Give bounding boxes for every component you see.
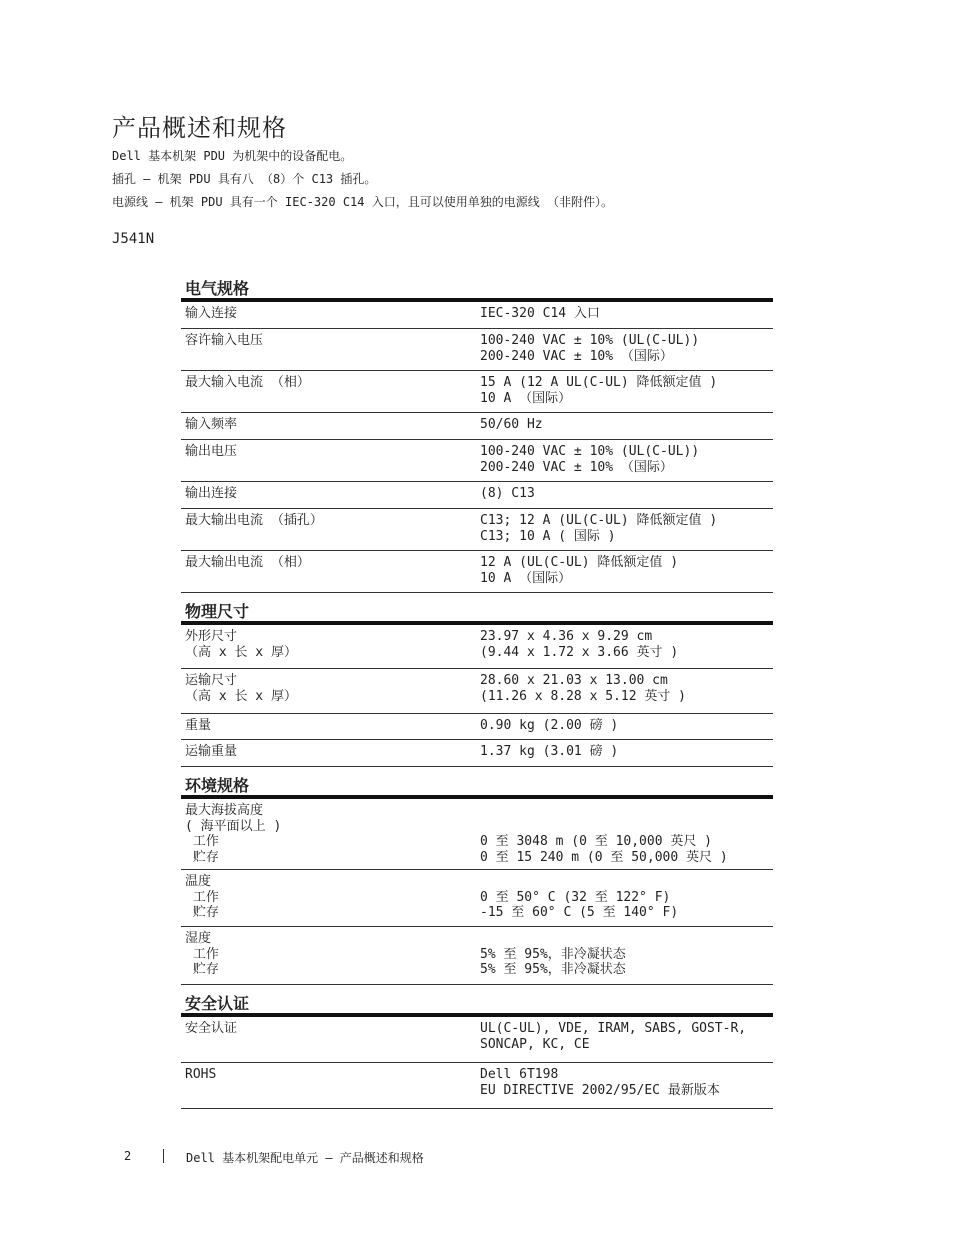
spec-value-line: Dell 6T198	[480, 1067, 559, 1082]
spec-row	[181, 1063, 773, 1109]
spec-label	[181, 1017, 476, 1062]
spec-label-line: 温度	[185, 874, 212, 889]
spec-value-line	[480, 819, 773, 835]
spec-label-line: ROHS	[185, 1067, 217, 1082]
spec-label	[181, 482, 476, 508]
spec-label-line: 输出电压	[185, 444, 238, 459]
spec-label	[181, 302, 476, 328]
spec-value-line: 200-240 VAC ± 10% （国际）	[480, 459, 673, 475]
spec-row	[181, 509, 773, 551]
spec-label	[181, 669, 476, 713]
spec-label	[181, 551, 476, 592]
spec-value-line: (11.26 x 8.28 x 5.12 英寸 )	[480, 688, 687, 704]
model-number: J541N	[112, 231, 155, 247]
section-title: 安全认证	[185, 994, 250, 1013]
spec-value	[476, 551, 773, 592]
spec-row	[181, 714, 773, 740]
spec-label	[181, 371, 476, 412]
spec-value-line: 10 A （国际）	[480, 390, 572, 406]
spec-label-line: 输入连接	[185, 306, 238, 321]
spec-value	[476, 302, 773, 328]
spec-value-line: 0 至 3048 m (0 至 10,000 英尺 )	[480, 834, 713, 849]
spec-value-line: 28.60 x 21.03 x 13.00 cm	[480, 673, 668, 688]
spec-value	[476, 413, 773, 439]
spec-row	[181, 927, 773, 985]
spec-label-line: 输出连接	[185, 486, 238, 501]
spec-value-line: 12 A (UL(C-UL) 降低额定值 )	[480, 555, 679, 570]
spec-value	[476, 870, 773, 926]
spec-label-line: 工作	[185, 834, 219, 849]
footer-divider	[163, 1149, 164, 1163]
spec-value	[476, 625, 773, 668]
spec-label-line: 湿度	[185, 931, 212, 946]
spec-value-line: C13; 12 A (UL(C-UL) 降低额定值 )	[480, 513, 718, 528]
spec-value	[476, 440, 773, 481]
spec-label-line: 输入频率	[185, 417, 238, 432]
spec-value	[476, 371, 773, 412]
spec-label-line: 工作	[185, 946, 219, 962]
spec-value	[476, 799, 773, 869]
spec-label	[181, 413, 476, 439]
spec-value-line: 23.97 x 4.36 x 9.29 cm	[480, 629, 653, 644]
spec-label-line: 最大输出电流 （相）	[185, 555, 310, 570]
spec-row	[181, 482, 773, 509]
spec-row	[181, 870, 773, 927]
spec-value	[476, 927, 773, 984]
spec-row	[181, 440, 773, 482]
spec-row	[181, 669, 773, 714]
spec-label	[181, 329, 476, 370]
spec-value-line: 5% 至 95%，非冷凝状态	[480, 962, 626, 977]
section-rows	[181, 302, 773, 593]
spec-label	[181, 625, 476, 668]
section-safety	[181, 985, 773, 1109]
spec-label-line: 工作	[185, 889, 219, 905]
spec-label-line: （高 x 长 x 厚）	[185, 688, 297, 704]
spec-value-line: 50/60 Hz	[480, 417, 543, 432]
spec-label-line: 安全认证	[185, 1021, 238, 1036]
spec-value	[476, 509, 773, 550]
spec-table	[181, 270, 773, 1109]
spec-value-line: (9.44 x 1.72 x 3.66 英寸 )	[480, 644, 679, 660]
spec-value-line: UL(C-UL), VDE, IRAM, SABS, GOST-R,	[480, 1021, 747, 1036]
spec-value	[476, 669, 773, 713]
spec-label-line: ( 海平面以上 )	[185, 818, 282, 834]
spec-row	[181, 302, 773, 329]
spec-label-line: 外形尺寸	[185, 629, 238, 644]
spec-value-line: SONCAP, KC, CE	[480, 1036, 590, 1052]
spec-value-line: 1.37 kg (3.01 磅 )	[480, 744, 619, 759]
spec-row	[181, 329, 773, 371]
spec-label-line: 运输尺寸	[185, 673, 238, 688]
spec-value	[476, 714, 773, 739]
spec-value	[476, 1017, 773, 1062]
spec-label-line: 贮存	[185, 849, 219, 865]
spec-label	[181, 927, 476, 984]
spec-value-line: 0.90 kg (2.00 磅 )	[480, 718, 619, 733]
spec-row	[181, 1017, 773, 1063]
spec-value-line	[480, 803, 773, 819]
spec-label	[181, 740, 476, 766]
section-environmental	[181, 767, 773, 985]
spec-value	[476, 740, 773, 766]
section-rows	[181, 1017, 773, 1109]
footer-text: Dell 基本机架配电单元 – 产品概述和规格	[186, 1151, 424, 1165]
spec-value-line: 5% 至 95%，非冷凝状态	[480, 946, 626, 962]
footer-page-number: 2	[124, 1149, 132, 1163]
spec-value-line: IEC-320 C14 入口	[480, 306, 600, 321]
section-electrical	[181, 270, 773, 593]
spec-value-line: 200-240 VAC ± 10% （国际）	[480, 348, 673, 364]
spec-value-line: 15 A (12 A UL(C-UL) 降低额定值 )	[480, 375, 718, 390]
spec-label-line: 最大输入电流 （相）	[185, 375, 310, 390]
spec-value	[476, 482, 773, 508]
spec-value-line	[480, 874, 773, 890]
spec-label	[181, 714, 476, 739]
section-title: 物理尺寸	[185, 602, 250, 621]
spec-label	[181, 799, 476, 869]
spec-value-line: EU DIRECTIVE 2002/95/EC 最新版本	[480, 1082, 720, 1098]
section-physical	[181, 593, 773, 767]
spec-label-line: 重量	[185, 718, 212, 733]
section-title: 电气规格	[185, 279, 250, 298]
spec-row	[181, 625, 773, 669]
spec-label	[181, 1063, 476, 1108]
intro-outlets: 插孔 – 机架 PDU 具有八 （8）个 C13 插孔。	[112, 172, 377, 186]
page-title: 产品概述和规格	[112, 114, 287, 142]
spec-label-line: 最大输出电流 （插孔）	[185, 513, 323, 528]
spec-label	[181, 509, 476, 550]
spec-value-line	[480, 931, 773, 947]
spec-value-line: 0 至 50° C (32 至 122° F)	[480, 889, 671, 905]
spec-value-line: C13; 10 A ( 国际 )	[480, 528, 616, 544]
spec-row	[181, 799, 773, 870]
spec-row	[181, 551, 773, 593]
spec-value-line: 100-240 VAC ± 10% (UL(C-UL))	[480, 444, 700, 459]
intro-description: Dell 基本机架 PDU 为机架中的设备配电。	[112, 149, 353, 163]
spec-label	[181, 440, 476, 481]
section-rows	[181, 625, 773, 767]
spec-value-line: -15 至 60° C (5 至 140° F)	[480, 905, 679, 920]
spec-row	[181, 413, 773, 440]
spec-value-line: 10 A （国际）	[480, 570, 572, 586]
spec-value	[476, 329, 773, 370]
spec-label-line: 容许输入电压	[185, 333, 264, 348]
spec-label-line: 贮存	[185, 905, 219, 920]
spec-value-line: 0 至 15 240 m (0 至 50,000 英尺 )	[480, 849, 728, 865]
spec-value-line: 100-240 VAC ± 10% (UL(C-UL))	[480, 333, 700, 348]
spec-label	[181, 870, 476, 926]
spec-value	[476, 1063, 773, 1108]
spec-label-line: 最大海拔高度	[185, 803, 264, 818]
section-rows	[181, 799, 773, 985]
intro-power-cord: 电源线 – 机架 PDU 具有一个 IEC-320 C14 入口，且可以使用单独的电源线 （非附件）。	[112, 195, 613, 209]
spec-label-line: 贮存	[185, 962, 219, 977]
spec-row	[181, 740, 773, 767]
spec-label-line: 运输重量	[185, 744, 238, 759]
spec-row	[181, 371, 773, 413]
section-title: 环境规格	[185, 776, 250, 795]
spec-value-line: (8) C13	[480, 486, 535, 501]
spec-label-line: （高 x 长 x 厚）	[185, 644, 297, 660]
